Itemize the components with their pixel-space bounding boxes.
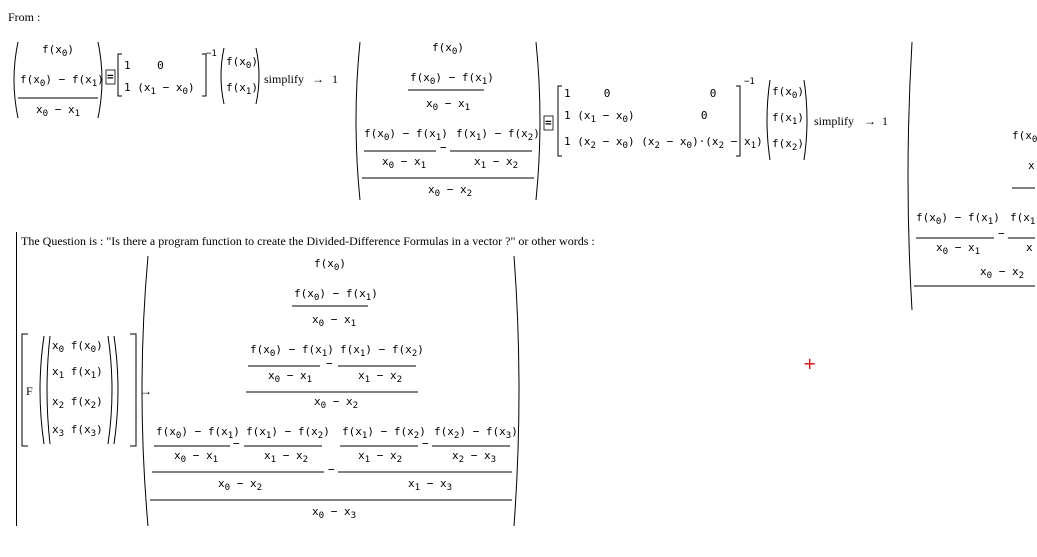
math-region-1[interactable]: $f(x_0)$ $f(x_0) - f(x_1)$ $x_0 - x_1$ = 1 0 1 $(x_1 - x_0)$ −1 $f(x_0)$ $f(x_1)$ simplify → 1 [10,38,350,128]
simplify-keyword: simplify [264,72,305,86]
arrow-2: → [864,114,876,128]
insertion-cursor-icon[interactable]: + [803,354,817,373]
math-region-3-clipped[interactable]: $f(x_0$ x $f(x_0) - f(x_1)$ $f(x_1$ $x_0 - x_1$ − x $x_0 - x_2$ [900,38,1035,318]
inverse-exp-2: −1 [744,77,755,87]
simplify-keyword-2: simplify [814,114,855,128]
equals-sign: = [107,70,114,83]
result-one-2: 1 [882,114,888,128]
arrow: → [312,72,324,86]
equals-sign-2: = [545,116,552,129]
eval-arrow: → [140,384,152,398]
question-text: The Question is : "Is there a program function to create the Divided-Difference Formulas in a vector ?" or other words : [21,234,595,248]
math-region-2[interactable]: $f(x_0)$ $f(x_0) - f(x_1)$ $x_0 - x_1$ $f(x_0) - f(x_1)$ $f(x_1) - f(x_2)$ $x_0 - x_1$ − $x_1 - x_2$ $x_0 - x_2$ = 1 0 0 1 $(x_1 - x_0)$ 0 1 $(x_2 - x_0) (x_2 - x_0)\cdot(x_2 - x_1)$ −1 $f(x_0)$ $f(x_1)$ $f(x_2)$ simplify → 1 [352,38,892,208]
from-label: From : [8,10,41,24]
inverse-exp: −1 [206,49,217,59]
function-F: F [26,384,33,398]
result-one: 1 [332,72,338,86]
math-region-F[interactable]: F $x_0$ $f(x_0)$ $x_1$ $f(x_1)$ $x_2$ $f(x_2)$ $x_3$ $f(x_3)$ → $f(x_0)$ $f(x_0) - f(x_1)$ $x_0 - x_1$ $f(x_0) - f(x_1)$ $f(x_1) - f(x_2)$ $x_0 - x_1$ − $x_1 - x_2$ $x_0 - x_2$ $f(x_0) - f(x_1)$ $f(x_1) - f(x_2)$ $f(x_1) - f(x_2)$ $f(x_2) - f(x_3)$ $x_0 - x_1$ − $x_1 - x_2$ $x_1 - x_2$ − $x_2 - x_3$ $x_0 - x_2$ − $x_1 - x_3$ $x_0 - x_3$ [18,250,528,532]
